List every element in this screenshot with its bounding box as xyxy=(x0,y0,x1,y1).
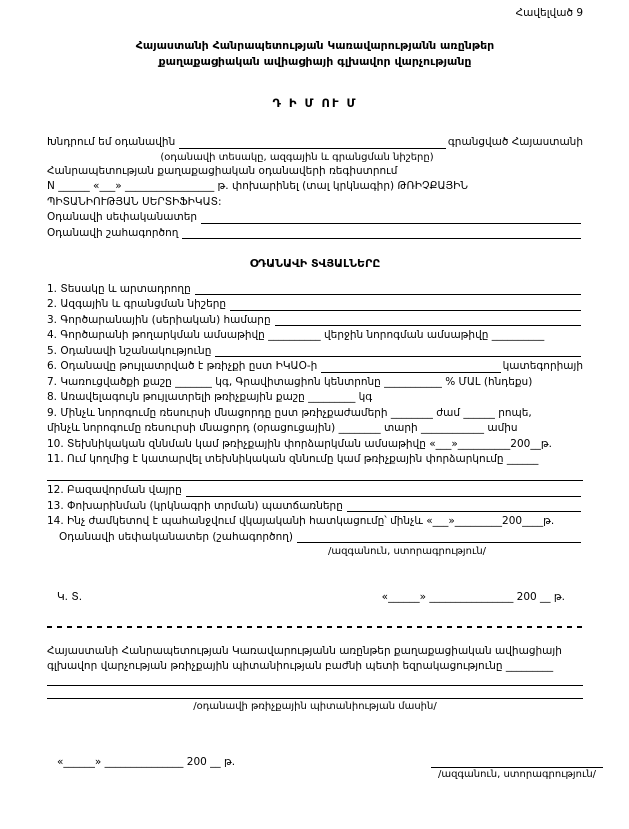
item-registration-marks xyxy=(47,297,583,313)
item-6-blank xyxy=(321,372,500,373)
owner-operator-blank xyxy=(297,542,581,543)
footer-signature-block xyxy=(431,755,603,781)
owner-blank xyxy=(201,223,581,224)
certificate-title-line: ՊԻՏԱՆԻՈՒԹՅԱՆ ՍԵՐՏԻՖԻԿԱՏ: xyxy=(47,195,222,208)
item-6-label-pre: 6. Օդանավը թույլատրված է թռիչքի ըստ ԻԿԱՕ-ի xyxy=(47,360,318,372)
item-2-label: 2. Ազգային և գրանցման նիշերը xyxy=(47,298,227,310)
operator-label: Օդանավի շահագործող xyxy=(47,226,179,239)
footer-date-line: «______» _______________ 200 __ թ. xyxy=(57,755,236,768)
intro-section xyxy=(47,135,583,241)
item-icao-category xyxy=(47,359,583,375)
request-text-post: գրանցված Հայաստանի xyxy=(447,136,583,148)
item-1-label: 1. Տեսակը և արտադրողը xyxy=(47,282,191,295)
item-2-blank xyxy=(230,310,581,311)
item-inspection-date: 10. Տեխնիկական զննման կամ թռիչքային փորձարկման ամսաթիվը «___»__________200__թ. xyxy=(47,437,552,450)
aircraft-data-heading: ՕԴԱՆԱՎԻ ՏՎՅԱԼՆԵՐԸ xyxy=(249,257,381,270)
item-type-manufacturer xyxy=(47,282,583,298)
item-max-takeoff-weight: 8. Առավելագույն թույլատրելի թռիչքային քաշը _________ կգ xyxy=(47,391,373,403)
item-5-label: 5. Օդանավի նշանակությունը xyxy=(47,344,212,357)
aircraft-data-list xyxy=(47,282,583,559)
item-11-continuation-rule xyxy=(47,468,583,484)
item-purpose xyxy=(47,344,583,360)
operator-line xyxy=(47,226,583,242)
owner-operator-label: Օդանավի սեփականատեր (շահագործող) xyxy=(59,530,293,543)
item-serial-number xyxy=(47,313,583,329)
item-3-label: 3. Գործարանային (սերիական) համարը xyxy=(47,313,271,326)
form-header-line1: Հայաստանի Հանրապետության Կառավարությանն առընթեր xyxy=(135,38,495,52)
certificate-number-line: N ______ «___» _________________ թ. փոխարինել (տալ կրկնագիր) ԹՌԻՉՔԱՅԻՆ xyxy=(47,180,469,192)
owner-label: Օդանավի սեփականատեր xyxy=(47,211,198,223)
item-5-blank xyxy=(215,356,581,357)
item-13-blank xyxy=(347,511,581,512)
footer-row xyxy=(47,755,597,781)
seal-mark: Կ. Տ. xyxy=(57,591,83,603)
aircraft-name-blank xyxy=(179,148,446,149)
conclusion-rule-2 xyxy=(47,698,583,699)
form-header xyxy=(47,38,583,70)
item-6-label-post: կատեգորիայի xyxy=(502,360,583,372)
signature-caption: /ազգանուն, ստորագրություն/ xyxy=(327,546,487,557)
conclusion-paragraph: Հայաստանի Հանրապետության Կառավարությանն առընթեր քաղաքացիական ավիացիայի գլխավոր վարչության թռիչքային պիտանիության բաժնի պետի եզրակացությունը _________ xyxy=(47,644,562,672)
appendix-note: Հավելված 9 xyxy=(515,7,583,19)
item-resource-calendar: մինչև նորոգումը ռեսուրսի մնացորդ (օրացուցային) ________ տարի ____________ ամիս xyxy=(47,422,518,434)
item-13-label: 13. Փոխարինման (կրկնագրի տրման) պատճառները xyxy=(47,499,343,512)
seal-and-date-row xyxy=(47,590,583,606)
item-3-blank xyxy=(275,325,581,326)
footer-signature-caption: /ազգանուն, ստորագրություն/ xyxy=(437,768,597,780)
item-1-blank xyxy=(195,294,581,295)
request-text-pre: Խնդրում եմ օդանավին xyxy=(47,136,176,148)
aircraft-type-caption: (օդանավի տեսակը, ազգային և գրանցման նիշերը) xyxy=(160,151,434,163)
item-manufacture-date: 4. Գործարանի թողարկման ամսաթիվը __________ վերջին նորոգման ամսաթիվը __________ xyxy=(47,329,545,341)
operator-blank xyxy=(182,238,581,239)
item-base-location xyxy=(47,483,583,499)
owner-operator-signature-line xyxy=(59,530,583,546)
item-12-blank xyxy=(186,496,581,497)
item-12-label: 12. Բազավորման վայրը xyxy=(47,484,182,496)
item-inspection-by: 11. Ում կողմից է կատարվել տեխնիկական զննումը կամ թռիչքային փորձարկումը ______ xyxy=(47,453,539,465)
dashed-separator xyxy=(47,626,583,628)
conclusion-caption: /օդանավի թռիչքային պիտանիության մասին/ xyxy=(193,700,437,712)
footer-signature-rule xyxy=(431,755,603,768)
item-structure-weight: 7. Կառուցվածքի քաշը _______ կգ, Գրավիտացիոն կենտրոնը ___________ % ՄԱԼ (հնդեքս) xyxy=(47,375,533,388)
owner-line xyxy=(47,210,583,226)
form-title: Դ Ի Մ ՈՒ Մ xyxy=(272,95,358,110)
item-validity-term: 14. Ինչ ժամկետով է պահանջվում վկայականի հատկացումը՝ մինչև «___»_________200____թ. xyxy=(47,515,555,527)
conclusion-rule-1 xyxy=(47,685,583,686)
form-header-line2: քաղաքացիական ավիացիայի գլխավոր վարչությանը xyxy=(158,54,472,68)
seal-date-line: «______» ________________ 200 __ թ. xyxy=(381,591,565,603)
request-line xyxy=(47,135,583,151)
item-resource-hours: 9. Մինչև նորոգումը ռեսուրսի մնացորդը ըստ թռիչքաժամերի ________ ժամ ______ րոպե, xyxy=(47,406,532,419)
item-replacement-reasons xyxy=(47,499,583,515)
registry-line: Հանրապետության քաղաքացիական օդանավերի ռեգիստրում xyxy=(47,164,398,177)
